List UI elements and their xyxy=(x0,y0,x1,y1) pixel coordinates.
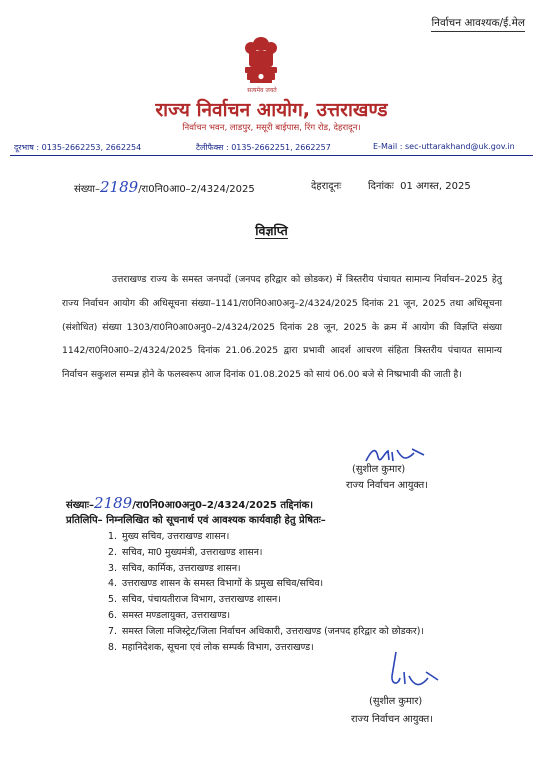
list-item: 2. सचिव, मा0 मुख्यमंत्री, उत्तराखण्ड शासन। xyxy=(108,546,263,558)
reference-number xyxy=(74,178,255,196)
signature-scribble-icon xyxy=(378,650,440,700)
signatory-designation: राज्य निर्वाचन आयुक्त। xyxy=(346,480,428,491)
copy-reference-label: संख्याः– xyxy=(66,500,95,511)
phone-number: दूरभाष : 0135-2662253, 2662254 xyxy=(14,143,142,152)
signatory-name: (सुशील कुमार) xyxy=(352,464,406,475)
reference-code: /रा0नि0आ0–2/4324/2025 xyxy=(138,184,255,195)
motto-text: सत्यमेव जयते xyxy=(247,87,277,94)
notice-body-text: उत्तराखण्ड राज्य के समस्त जनपदों (जनपद हरिद्वार को छोडकर) में त्रिस्तरीय पंचायत सामान्य निर्वाचन–2025 हेतु राज्य निर्वाचन आयोग की अधिसूचना संख्या–1141/रा0नि0आ0अनु–2/4324/2025 दिनांक 21 जून, 2025 तथा अधिसूचना (संशोधित) संख्या 1303/रा0नि0आ0अनु0–2/4324/2025 दिनांक 28 जून, 2025 के क्रम में आयोग की विज्ञप्ति संख्या 1142/रा0नि0आ0–2/4324/2025 दिनांक 21.06.2025 द्वारा प्रभावी आदर्श आचरण संहिता त्रिस्तरीय पंचायत सामान्य निर्वाचन सकुशल सम्पन्न होने के फलस्वरूप आज दिनांक 01.08.2025 को सायं 06.00 बजे से निष्प्रभावी की जाती है। xyxy=(62,274,502,381)
list-item: 5. सचिव, पंचायतीराज विभाग, उत्तराखण्ड शासन। xyxy=(108,594,281,606)
reference-date xyxy=(368,178,471,192)
list-item: 8. महानिदेशक, सूचना एवं लोक सम्पर्क विभाग, उत्तराखण्ड। xyxy=(108,641,314,653)
organization-address: निर्वाचन भवन, लाडपुर, मसूरी बाईपास, रिंग रोड, देहरादून। xyxy=(182,123,361,133)
reference-date-label: दिनांकः xyxy=(368,181,394,192)
reference-place: देहरादूनः xyxy=(311,181,342,192)
copy-handwritten-number: 2189 xyxy=(94,494,133,512)
signatory-name-copy: (सुशील कुमार) xyxy=(369,696,423,707)
reference-label: संख्या– xyxy=(74,184,100,195)
copy-reference xyxy=(66,494,313,512)
fax-number: टैलीफैक्स : 0135-2662251, 2662257 xyxy=(196,143,331,152)
notice-body xyxy=(62,268,502,387)
list-item: 4. उत्तराखण्ड शासन के समस्त विभागों के प्रमुख सचिव/सचिव। xyxy=(108,578,324,590)
national-emblem-icon xyxy=(236,35,286,93)
recipient-list xyxy=(108,530,508,656)
signatory-designation-copy: राज्य निर्वाचन आयुक्त। xyxy=(351,714,433,725)
notice-heading: विज्ञप्ति xyxy=(255,223,288,238)
list-item: 6. समस्त मण्डलायुक्त, उत्तराखण्ड। xyxy=(108,609,231,621)
list-item: 7. समस्त जिला मजिस्ट्रेट/जिला निर्वाचन अधिकारी, उत्तराखण्ड (जनपद हरिद्वार को छोडकर)। xyxy=(108,625,424,637)
reference-handwritten-number: 2189 xyxy=(100,178,139,196)
header-tag: निर्वाचन आवश्यक/ई.मेल xyxy=(431,16,525,32)
letterhead-divider xyxy=(10,155,533,156)
copy-heading: प्रतिलिपि– निम्नलिखित को सूचनार्थ एवं आवश्यक कार्यवाही हेतु प्रेषितः– xyxy=(66,515,326,526)
organization-title: राज्य निर्वाचन आयोग, उत्तराखण्ड xyxy=(155,99,388,121)
reference-date-value: 01 अगस्त, 2025 xyxy=(400,181,471,192)
copy-reference-code: /रा0नि0आ0अनु0–2/4324/2025 तद्दिनांक। xyxy=(132,500,314,511)
list-item: 1. मुख्य सचिव, उत्तराखण्ड शासन। xyxy=(108,531,230,542)
email-address[interactable]: E-Mail : sec-uttarakhand@uk.gov.in xyxy=(373,142,515,151)
list-item: 3. सचिव, कार्मिक, उत्तराखण्ड शासन। xyxy=(108,562,241,574)
